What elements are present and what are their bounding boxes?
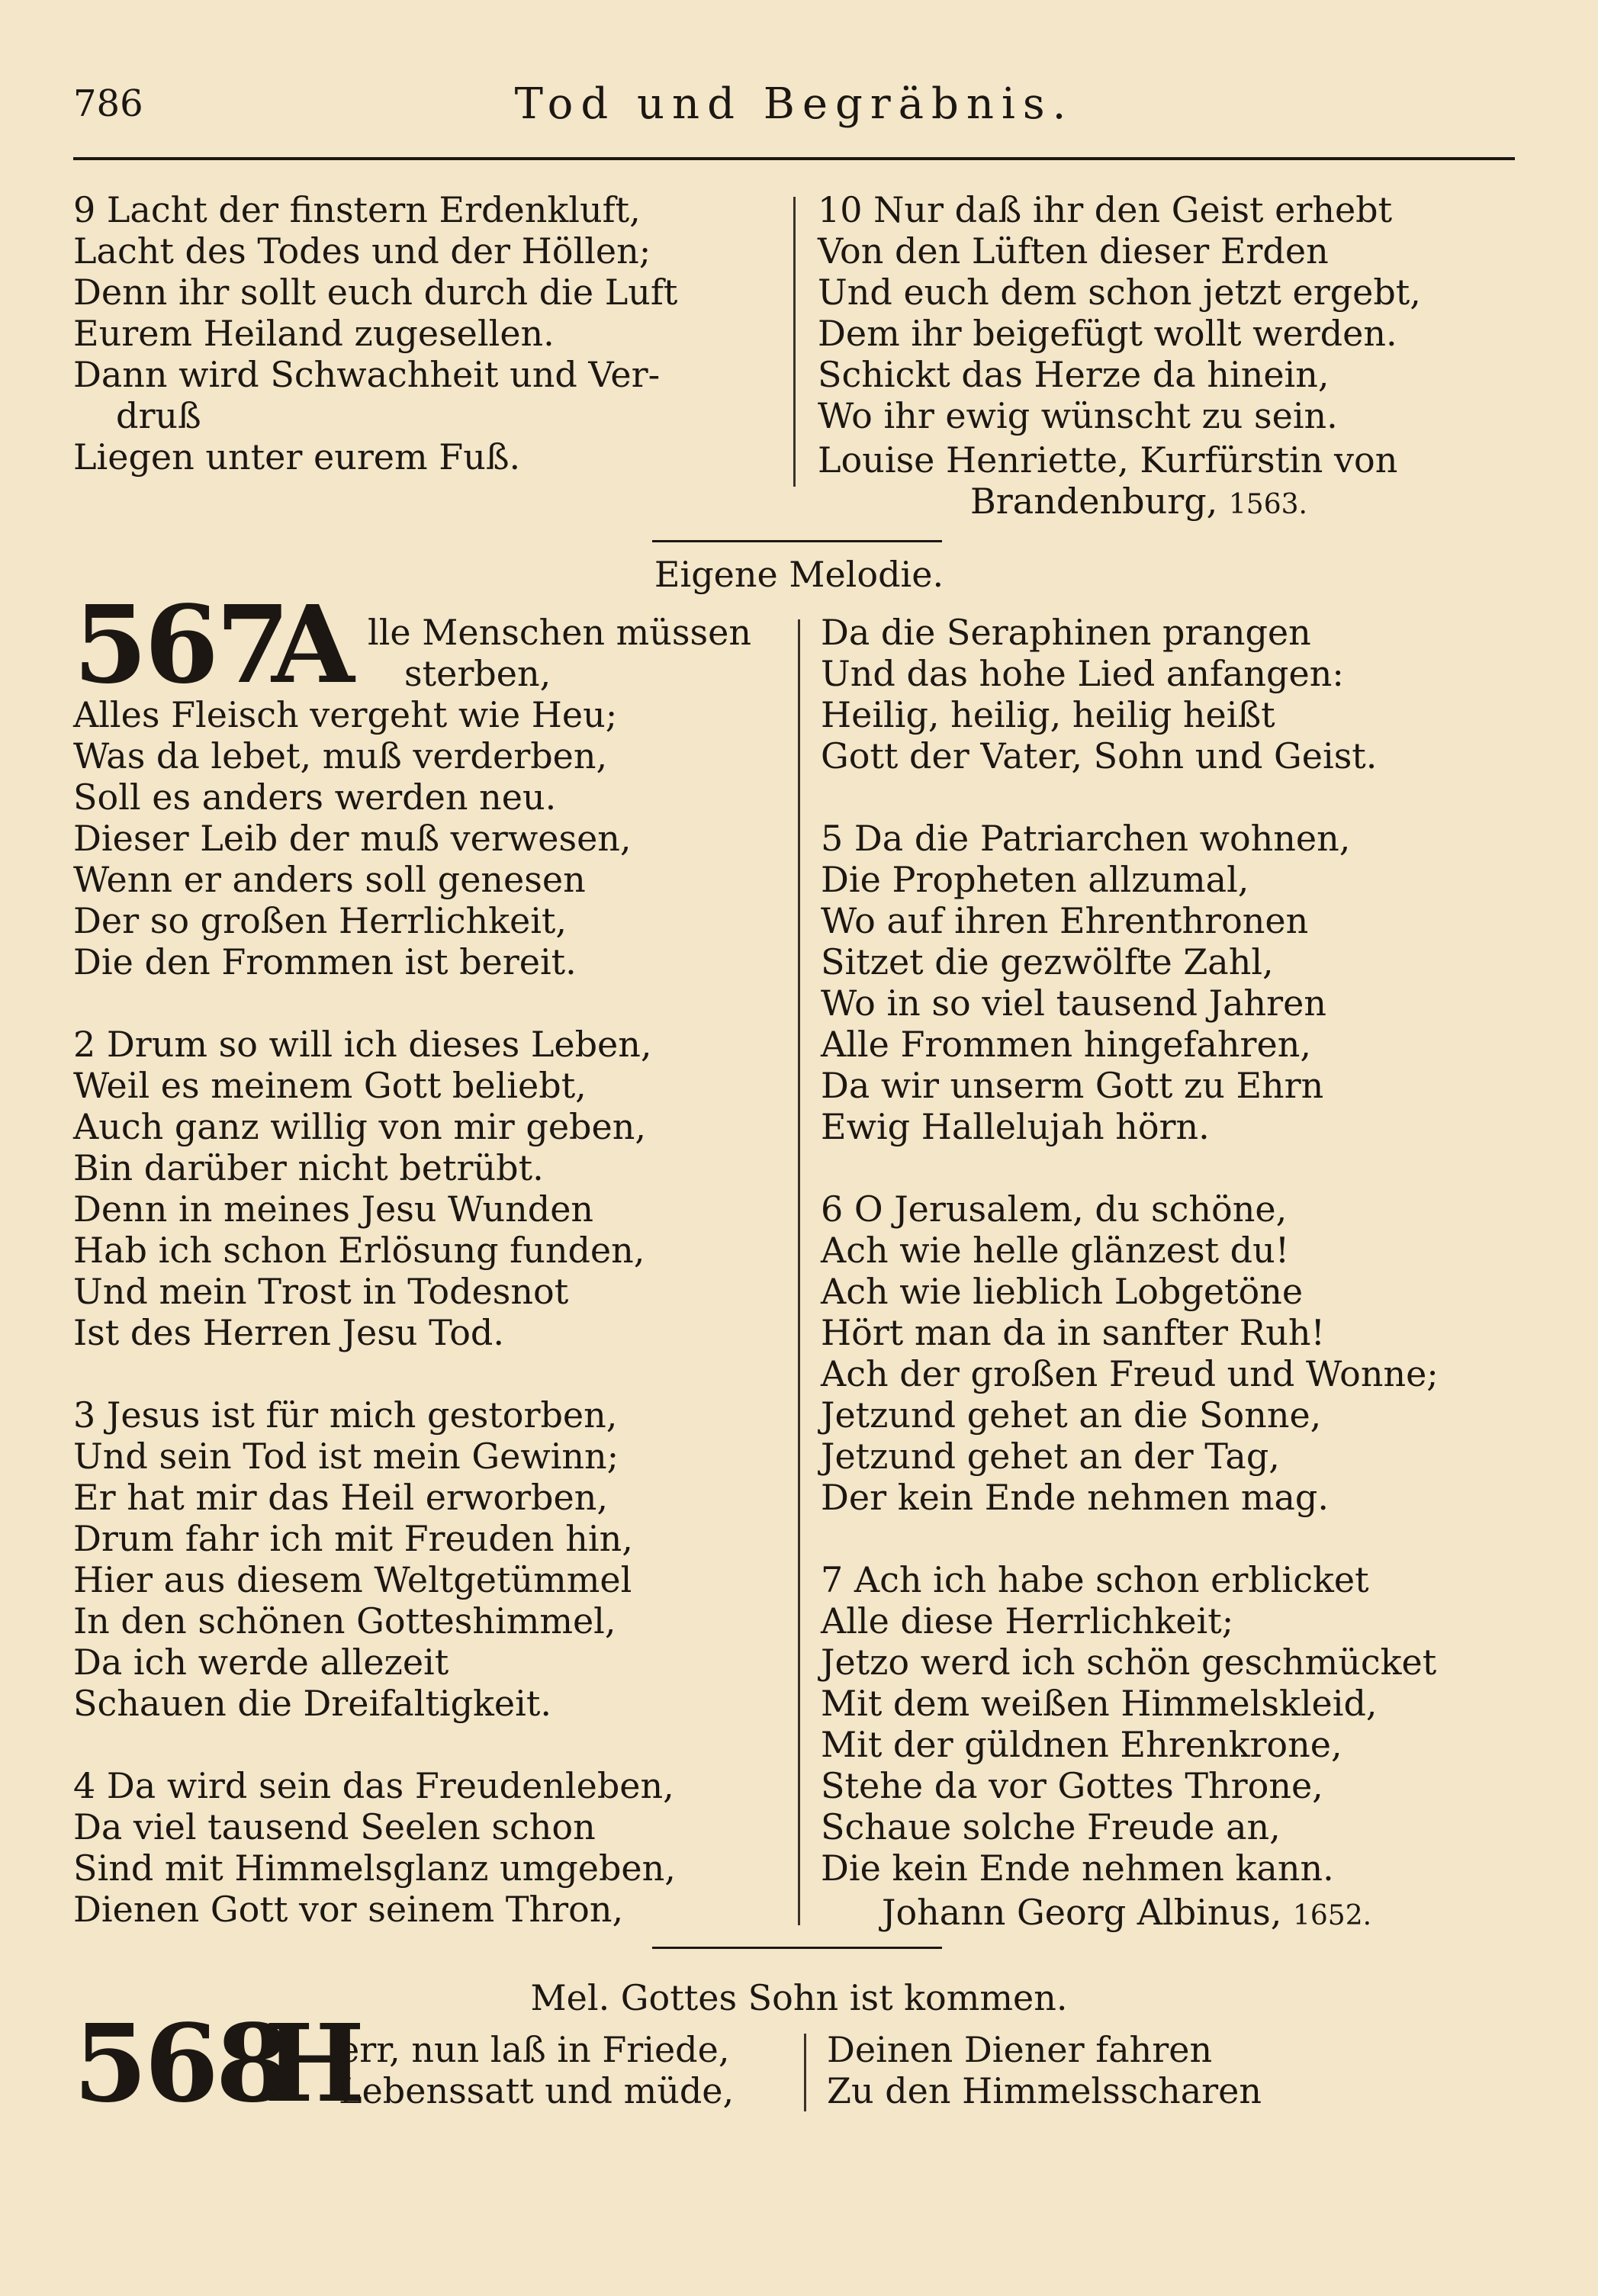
verse-line: Jetzund gehet an der Tag,	[821, 1436, 1280, 1477]
verse-line: Ach wie helle glänzest du!	[821, 1230, 1290, 1271]
verse-line: Soll es anders werden neu.	[73, 777, 557, 818]
verse-line: druß	[116, 395, 201, 436]
hymn-568-left-column	[339, 2029, 796, 2111]
verse-line: Drum fahr ich mit Freuden hin,	[73, 1518, 633, 1559]
verse-line: Ist des Herren Jesu Tod.	[73, 1312, 504, 1353]
verse-line: Wenn er anders soll genesen	[73, 859, 586, 900]
hymn-567-right-column	[821, 612, 1522, 1937]
verse-line: err, nun laß in Friede,	[339, 2029, 730, 2070]
verse-line: Dieser Leib der muß verwesen,	[73, 818, 632, 859]
column-divider	[793, 197, 796, 487]
section-rule	[652, 540, 942, 542]
verse-line: Der so großen Herrlichkeit,	[73, 900, 567, 941]
prev-hymn-right-column	[818, 189, 1519, 526]
hymn-568-right-column	[827, 2029, 1513, 2111]
verse-line: Denn ihr sollt euch durch die Luft	[73, 272, 678, 313]
verse-line: Ewig Hallelujah hörn.	[821, 1106, 1210, 1147]
verse-line: Da die Seraphinen prangen	[821, 612, 1311, 653]
drop-capital: H	[264, 2002, 365, 2127]
verse-line: Jetzo werd ich schön geschmücket	[821, 1642, 1437, 1683]
author-name: Louise Henriette, Kurfürstin von	[818, 439, 1398, 481]
verse-line: Alles Fleisch vergeht wie Heu;	[73, 694, 618, 735]
verse-line: Lebenssatt und müde,	[339, 2070, 735, 2111]
melody-heading: Mel. Gottes Sohn ist kommen.	[530, 1977, 1068, 2018]
verse-line: Dann wird Schwachheit und Ver-	[73, 354, 661, 395]
verse-line: Denn in meines Jesu Wunden	[73, 1188, 594, 1230]
verse-line: 9 Lacht der finstern Erdenkluft,	[73, 189, 641, 230]
verse-line: Und mein Trost in Todesnot	[73, 1271, 569, 1312]
page-number: 786	[73, 82, 143, 125]
verse-line: Bin darüber nicht betrübt.	[73, 1147, 544, 1188]
verse-line: Wo in so viel tausend Jahren	[821, 982, 1327, 1024]
verse-line: Wo ihr ewig wünscht zu sein.	[818, 395, 1338, 436]
verse-line: Sind mit Himmelsglanz umgeben,	[73, 1847, 676, 1889]
verse-line: Lacht des Todes und der Höllen;	[73, 230, 651, 272]
column-divider	[804, 2034, 806, 2111]
verse-line: 5 Da die Patriarchen wohnen,	[821, 818, 1351, 859]
hymn-567-left-column	[73, 612, 798, 1930]
verse-line: sterben,	[404, 653, 551, 694]
verse-line: Und das hohe Lied anfangen:	[821, 653, 1344, 694]
verse-line: Mit dem weißen Himmelskleid,	[821, 1683, 1378, 1724]
verse-line: 4 Da wird sein das Freudenleben,	[73, 1765, 674, 1806]
verse-line: Dem ihr beigefügt wollt werden.	[818, 313, 1397, 354]
verse-line: Weil es meinem Gott beliebt,	[73, 1065, 587, 1106]
verse-line: Er hat mir das Heil erworben,	[73, 1477, 608, 1518]
author-name: Johann Georg Albinus,	[882, 1892, 1282, 1933]
verse-line: Die den Frommen ist bereit.	[73, 941, 577, 982]
verse-line: Sitzet die gezwölfte Zahl,	[821, 941, 1274, 982]
verse-line: Ach der großen Freud und Wonne;	[821, 1353, 1439, 1394]
verse-line: Wo auf ihren Ehrenthronen	[821, 900, 1309, 941]
verse-line: Von den Lüften dieser Erden	[818, 230, 1329, 272]
hymn-number: 568	[73, 2002, 288, 2127]
prev-hymn-left-column	[73, 189, 790, 478]
verse-line: 7 Ach ich habe schon erblicket	[821, 1559, 1369, 1600]
drop-capital: A	[272, 583, 355, 708]
verse-line: 6 O Jerusalem, du schöne,	[821, 1188, 1288, 1230]
author-line	[818, 439, 1519, 481]
header-rule	[73, 157, 1515, 160]
verse-line: Und euch dem schon jetzt ergebt,	[818, 272, 1421, 313]
verse-line: Hört man da in sanfter Ruh!	[821, 1312, 1326, 1353]
verse-line: Hab ich schon Erlösung funden,	[73, 1230, 645, 1271]
author-year: 1563.	[1228, 489, 1307, 520]
verse-line: 2 Drum so will ich dieses Leben,	[73, 1024, 652, 1065]
verse-line: Was da lebet, muß verderben,	[73, 735, 608, 777]
verse-line: Die kein Ende nehmen kann.	[821, 1847, 1334, 1889]
verse-line: Jetzund gehet an die Sonne,	[821, 1394, 1322, 1436]
verse-line: Stehe da vor Gottes Throne,	[821, 1765, 1323, 1806]
section-rule	[652, 1947, 942, 1949]
verse-line: Mit der güldnen Ehrenkrone,	[821, 1724, 1342, 1765]
verse-line: Eurem Heiland zugesellen.	[73, 313, 555, 354]
verse-line: Heilig, heilig, heilig heißt	[821, 694, 1275, 735]
verse-line: Alle diese Herrlichkeit;	[821, 1600, 1234, 1642]
author-year: 1652.	[1292, 1900, 1372, 1931]
author-line	[821, 1892, 1522, 1937]
author-place: Brandenburg,	[970, 481, 1218, 522]
verse-line: Schaue solche Freude an,	[821, 1806, 1281, 1847]
verse-line: 3 Jesus ist für mich gestorben,	[73, 1394, 618, 1436]
verse-line: Da viel tausend Seelen schon	[73, 1806, 596, 1847]
verse-line: Und sein Tod ist mein Gewinn;	[73, 1436, 619, 1477]
verse-line: Die Propheten allzumal,	[821, 859, 1249, 900]
verse-line: Schickt das Herze da hinein,	[818, 354, 1330, 395]
verse-line: Zu den Himmelsscharen	[827, 2070, 1262, 2111]
page-header	[73, 79, 1515, 143]
verse-line: Da ich werde allezeit	[73, 1642, 449, 1683]
verse-line: Auch ganz willig von mir geben,	[73, 1106, 646, 1147]
verse-line: Schauen die Dreifaltigkeit.	[73, 1683, 551, 1724]
verse-line: Ach wie lieblich Lobgetöne	[821, 1271, 1304, 1312]
verse-line: Der kein Ende nehmen mag.	[821, 1477, 1329, 1518]
verse-line: Deinen Diener fahren	[827, 2029, 1213, 2070]
hymn-number: 567	[73, 583, 288, 708]
melody-heading: Eigene Melodie.	[654, 554, 944, 595]
author-line	[818, 481, 1519, 526]
verse-line: Alle Frommen hingefahren,	[821, 1024, 1311, 1065]
verse-line: Dienen Gott vor seinem Thron,	[73, 1889, 624, 1930]
verse-line: In den schönen Gotteshimmel,	[73, 1600, 616, 1642]
verse-line: 10 Nur daß ihr den Geist erhebt	[818, 189, 1393, 230]
verse-line: Gott der Vater, Sohn und Geist.	[821, 735, 1378, 777]
verse-line: Da wir unserm Gott zu Ehrn	[821, 1065, 1324, 1106]
verse-line: Hier aus diesem Weltgetümmel	[73, 1559, 632, 1600]
verse-line: lle Menschen müssen	[368, 612, 751, 653]
column-divider	[798, 619, 800, 1925]
verse-line: Liegen unter eurem Fuß.	[73, 436, 521, 478]
running-title: Tod und Begräbnis.	[514, 79, 1074, 129]
